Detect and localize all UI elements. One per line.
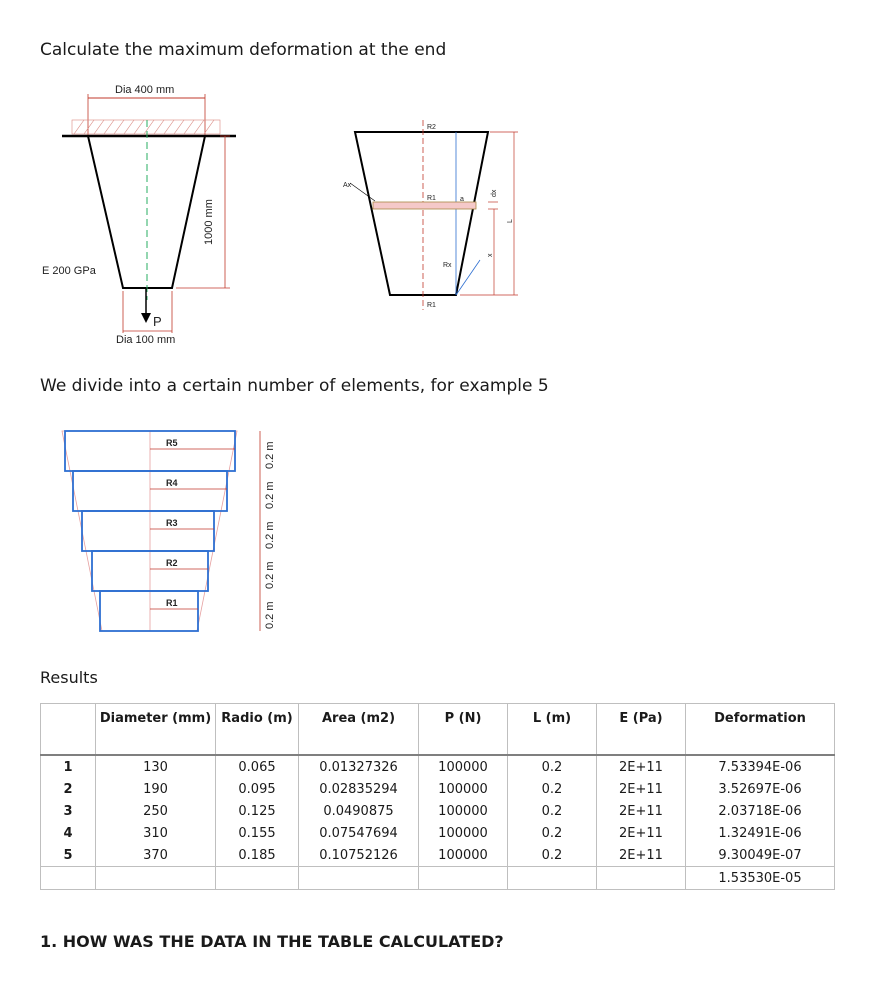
figure-tapered-bar [0,75,260,355]
table-row [41,778,835,800]
cell-deformation: 7.53394E-06 [686,755,835,778]
row-index: 1 [41,755,96,778]
cell-deformation: 9.30049E-07 [686,844,835,867]
header-area: Area (m2) [299,704,419,756]
support-hatch [74,120,214,134]
figure-stepped-elements [55,425,295,640]
header-e: E (Pa) [597,704,686,756]
cell-diameter: 370 [96,844,216,867]
results-table [40,703,835,890]
element-1 [100,591,198,631]
r2-label-el: R2 [166,558,178,568]
a-label: a [460,196,464,203]
header-diameter: Diameter (mm) [96,704,216,756]
cell-area: 0.01327326 [299,755,419,778]
cell-e: 2E+11 [597,778,686,800]
cell-radio: 0.125 [216,800,299,822]
cell-diameter: 310 [96,822,216,844]
table-row [41,822,835,844]
r1-mid-label: R1 [427,195,436,202]
cell-deformation: 1.32491E-06 [686,822,835,844]
r5-label: R5 [166,438,178,448]
cell-deformation: 3.52697E-06 [686,778,835,800]
row-index: 2 [41,778,96,800]
results-heading: Results [40,668,98,687]
cell-p: 100000 [419,822,508,844]
header-l: L (m) [508,704,597,756]
cell-e: 2E+11 [597,800,686,822]
header-p: P (N) [419,704,508,756]
x-label: x [487,253,494,257]
cell-p: 100000 [419,844,508,867]
cell-p: 100000 [419,755,508,778]
cell-l: 0.2 [508,755,597,778]
cell-diameter: 190 [96,778,216,800]
question: 1. HOW WAS THE DATA IN THE TABLE CALCULATED? [40,932,504,951]
segment-1-label: 0.2 m [264,601,276,629]
length-label: 1000 mm [203,199,215,245]
cell-e: 2E+11 [597,755,686,778]
segment-2-label: 0.2 m [264,561,276,589]
cell-radio: 0.185 [216,844,299,867]
r3-label: R3 [166,518,178,528]
cell-e: 2E+11 [597,844,686,867]
dx-label: dx [491,189,498,197]
cell-area: 0.0490875 [299,800,419,822]
table-row [41,755,835,778]
dia-top-label: Dia 400 mm [115,84,175,96]
cell-l: 0.2 [508,778,597,800]
r1-label-el: R1 [166,598,178,608]
cell-p: 100000 [419,800,508,822]
segment-3-label: 0.2 m [264,521,276,549]
cell-radio: 0.065 [216,755,299,778]
segment-5-label: 0.2 m [264,441,276,469]
element-3 [82,511,214,551]
table-row [41,844,835,867]
rx-label: Rx [443,262,452,269]
cell-diameter: 250 [96,800,216,822]
figure-element-derivation [330,115,530,315]
cell-radio: 0.155 [216,822,299,844]
segment-4-label: 0.2 m [264,481,276,509]
dia-bottom-label: Dia 100 mm [116,334,176,346]
subtitle: We divide into a certain number of elements, for example 5 [40,376,549,396]
cell-diameter: 130 [96,755,216,778]
cell-l: 0.2 [508,822,597,844]
row-index: 5 [41,844,96,867]
ax-label: Ax [343,182,352,189]
cell-p: 100000 [419,778,508,800]
header-radio: Radio (m) [216,704,299,756]
r4-label: R4 [166,478,178,488]
cell-area: 0.02835294 [299,778,419,800]
r1-bottom-label: R1 [427,302,436,309]
table-row [41,800,835,822]
modulus-label: E 200 GPa [42,265,96,277]
cell-e: 2E+11 [597,822,686,844]
row-index: 3 [41,800,96,822]
header-index [41,704,96,756]
cell-l: 0.2 [508,844,597,867]
header-deformation: Deformation [686,704,835,756]
cell-area: 0.07547694 [299,822,419,844]
r2-label: R2 [427,124,436,131]
load-label: P [153,314,162,329]
table-header-row [41,704,835,756]
table-total-row [41,867,835,890]
cell-l: 0.2 [508,800,597,822]
cell-deformation: 2.03718E-06 [686,800,835,822]
l-label: L [507,219,514,223]
cell-area: 0.10752126 [299,844,419,867]
page-title: Calculate the maximum deformation at the end [40,40,447,60]
total-deformation: 1.53530E-05 [686,867,835,890]
cell-radio: 0.095 [216,778,299,800]
row-index: 4 [41,822,96,844]
